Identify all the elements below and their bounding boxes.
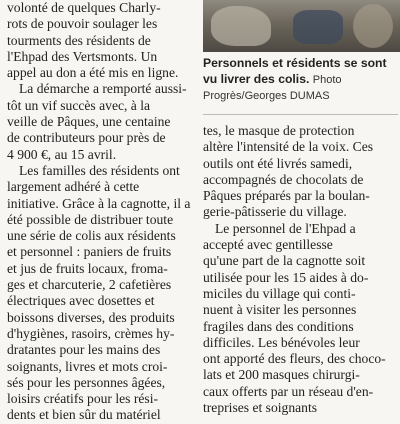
text-line: treprises et soignants — [203, 400, 318, 416]
text-line: Les familles des résidents ont — [19, 162, 180, 178]
text-line: 4 900 €, au 15 avril. — [7, 146, 117, 162]
text-line: La démarche a remporté aussi- — [19, 81, 187, 97]
text-line: appel au don a été mis en ligne. — [7, 65, 179, 81]
text-line: et personnel : paniers de fruits — [7, 244, 172, 260]
text-line: miciles du village qui conti- — [203, 285, 356, 301]
text-line: tourments des résidents de — [7, 32, 151, 48]
text-line: initiative. Grâce à la cagnotte, il a — [7, 195, 191, 211]
text-line: d'hygiènes, rasoirs, crèmes hy- — [7, 325, 175, 341]
text-line: accompagnés de chocolats de — [203, 171, 364, 187]
text-line: et jus de fruits locaux, froma- — [7, 260, 168, 276]
text-line: dratantes pour les mains des — [7, 342, 161, 358]
text-line: volonté de quelques Charly- — [7, 0, 161, 15]
article-column-right — [203, 123, 395, 416]
text-line: gerie-pâtisserie du village. — [203, 204, 347, 220]
article-column-left — [7, 0, 191, 424]
text-line: tes, le masque de protection — [203, 123, 355, 138]
text-line: fragiles dans des conditions — [203, 318, 354, 334]
text-line: caux offerts par un réseau d'en- — [203, 383, 374, 399]
text-line: largement adhéré à cette — [7, 179, 140, 195]
text-line: rots de pouvoir soulager les — [7, 16, 158, 32]
text-line: altère l'intensité de la voix. Ces — [203, 139, 374, 155]
text-line: l'Ehpad des Vertsmonts. Un — [7, 48, 158, 64]
text-line: sés pour les personnes âgées, — [7, 374, 166, 390]
text-line: nuent à visiter les personnes — [203, 302, 357, 318]
caption-divider — [203, 114, 398, 115]
article-photo — [203, 0, 400, 52]
text-line: été possible de distribuer toute — [7, 211, 174, 227]
text-line: difficiles. Les bénévoles leur — [203, 334, 360, 350]
caption-text: Personnels et résidents se sont vu livrer des colis. — [203, 56, 387, 86]
text-line: qu'une part de la cagnotte soit — [203, 253, 366, 269]
text-line: Pâques préparés par la boulan- — [203, 188, 370, 204]
text-line: une série de colis aux résidents — [7, 228, 176, 244]
text-line: Le personnel de l'Ehpad a — [215, 220, 356, 236]
photo-credit: Photo Progrès/Georges DUMAS — [203, 73, 342, 102]
text-line: ont apporté des fleurs, des choco- — [203, 351, 386, 367]
text-line: de contributeurs pour près de — [7, 130, 166, 146]
text-line: tôt un vif succès avec, à la — [7, 97, 151, 113]
text-line: dents et bien sûr du matériel — [7, 407, 161, 423]
text-line: électriques avec dosettes et — [7, 293, 155, 309]
text-line: utilisée pour les 15 aides à do- — [203, 269, 369, 285]
text-line: veille de Pâques, une centaine — [7, 114, 171, 130]
photo-caption — [203, 56, 400, 105]
text-line: outils ont été livrés samedi, — [203, 155, 353, 171]
text-line: accepté avec gentillesse — [203, 237, 333, 253]
text-line: loisirs créatifs pour les rési- — [7, 391, 158, 407]
text-line: ges et charcuterie, 2 cafetières — [7, 277, 172, 293]
text-line: lats et 200 masques chirurgi- — [203, 367, 360, 383]
text-line: soignants, livres et mots croi- — [7, 358, 168, 374]
text-line: boissons diverses, des produits — [7, 309, 175, 325]
